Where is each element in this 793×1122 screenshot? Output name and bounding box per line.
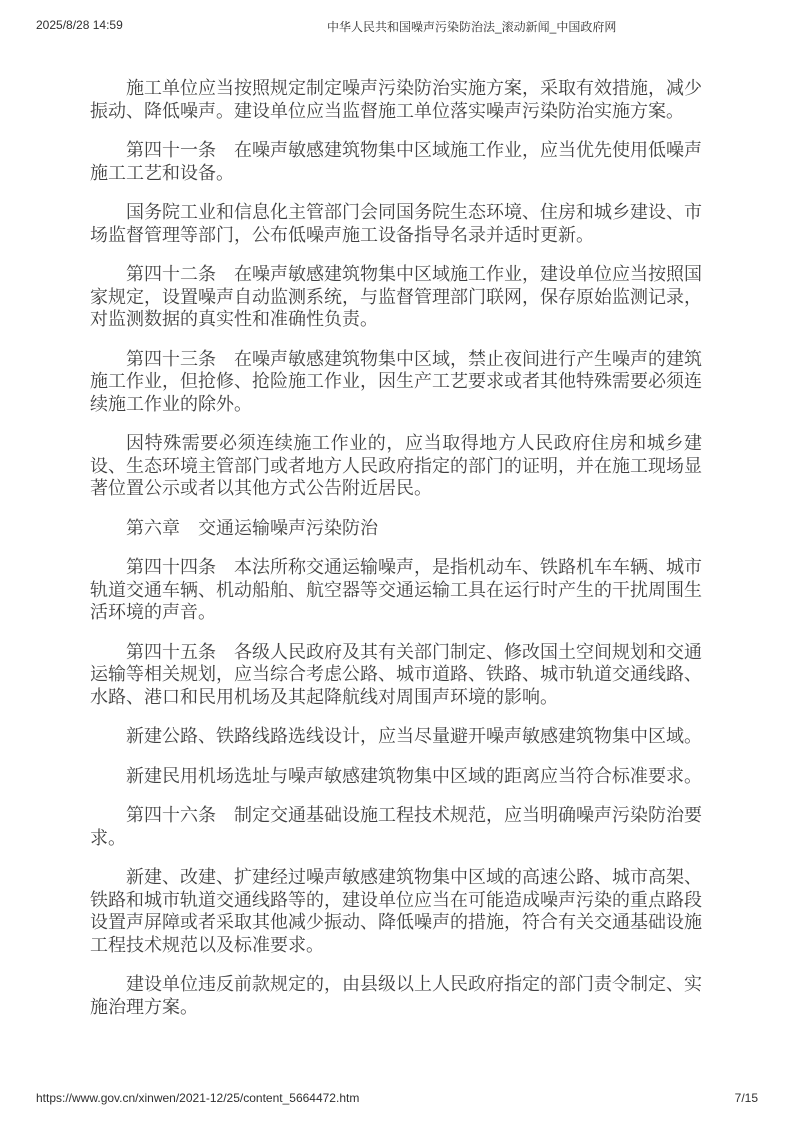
law-paragraph: 施工单位应当按照规定制定噪声污染防治实施方案，采取有效措施，减少振动、降低噪声。建设单位应当监督施工单位落实噪声污染防治实施方案。: [90, 78, 702, 121]
chapter-heading: 第六章 交通运输噪声污染防治: [126, 517, 378, 538]
footer-page-number: 7/15: [734, 1091, 758, 1105]
law-paragraph: 第四十四条 本法所称交通运输噪声，是指机动车、铁路机车车辆、城市轨道交通车辆、机动船舶、航空器等交通运输工具在运行时产生的干扰周围生活环境的声音。: [90, 557, 702, 622]
law-paragraph: 第四十一条 在噪声敏感建筑物集中区域施工作业，应当优先使用低噪声施工工艺和设备。: [90, 140, 702, 183]
law-paragraph: 第四十五条 各级人民政府及其有关部门制定、修改国土空间规划和交通运输等相关规划，应当综合考虑公路、城市道路、铁路、城市轨道交通线路、水路、港口和民用机场及其起降航线对周围声环境的影响。: [90, 641, 702, 707]
header-title: 中华人民共和国噪声污染防治法_滚动新闻_中国政府网: [327, 20, 617, 34]
law-paragraph: 建设单位违反前款规定的，由县级以上人民政府指定的部门责令制定、实施治理方案。: [90, 974, 702, 1017]
law-paragraph: 新建、改建、扩建经过噪声敏感建筑物集中区域的高速公路、城市高架、铁路和城市轨道交通线路等的，建设单位应当在可能造成噪声污染的重点路段设置声屏障或者采取其他减少振动、降低噪声的措施，符合有关交通基础设施工程技术规范以及标准要求。: [90, 867, 702, 955]
law-paragraph: 新建民用机场选址与噪声敏感建筑物集中区域的距离应当符合标准要求。: [126, 765, 702, 786]
law-paragraph: 新建公路、铁路线路选线设计，应当尽量避开噪声敏感建筑物集中区域。: [126, 726, 702, 746]
law-paragraph: 第四十二条 在噪声敏感建筑物集中区域施工作业，建设单位应当按照国家规定，设置噪声自动监测系统，与监督管理部门联网，保存原始监测记录，对监测数据的真实性和准确性负责。: [90, 264, 702, 329]
law-paragraph: 因特殊需要必须连续施工作业的，应当取得地方人民政府住房和城乡建设、生态环境主管部门或者地方人民政府指定的部门的证明，并在施工现场显著位置公示或者以其他方式公告附近居民。: [90, 433, 702, 498]
print-header: [0, 18, 793, 34]
law-paragraph: 第四十六条 制定交通基础设施工程技术规范，应当明确噪声污染防治要求。: [90, 805, 702, 848]
law-paragraph: 第四十三条 在噪声敏感建筑物集中区域，禁止夜间进行产生噪声的建筑施工作业，但抢修、抢险施工作业，因生产工艺要求或者其他特殊需要必须连续施工作业的除外。: [90, 348, 702, 414]
header-datetime: 2025/8/28 14:59: [36, 18, 123, 32]
print-footer: [0, 1091, 793, 1107]
footer-url: https://www.gov.cn/xinwen/2021-12/25/content_5664472.htm: [36, 1091, 360, 1105]
document-body: [90, 77, 702, 1035]
law-paragraph: 国务院工业和信息化主管部门会同国务院生态环境、住房和城乡建设、市场监督管理等部门，公布低噪声施工设备指导名录并适时更新。: [90, 202, 702, 245]
